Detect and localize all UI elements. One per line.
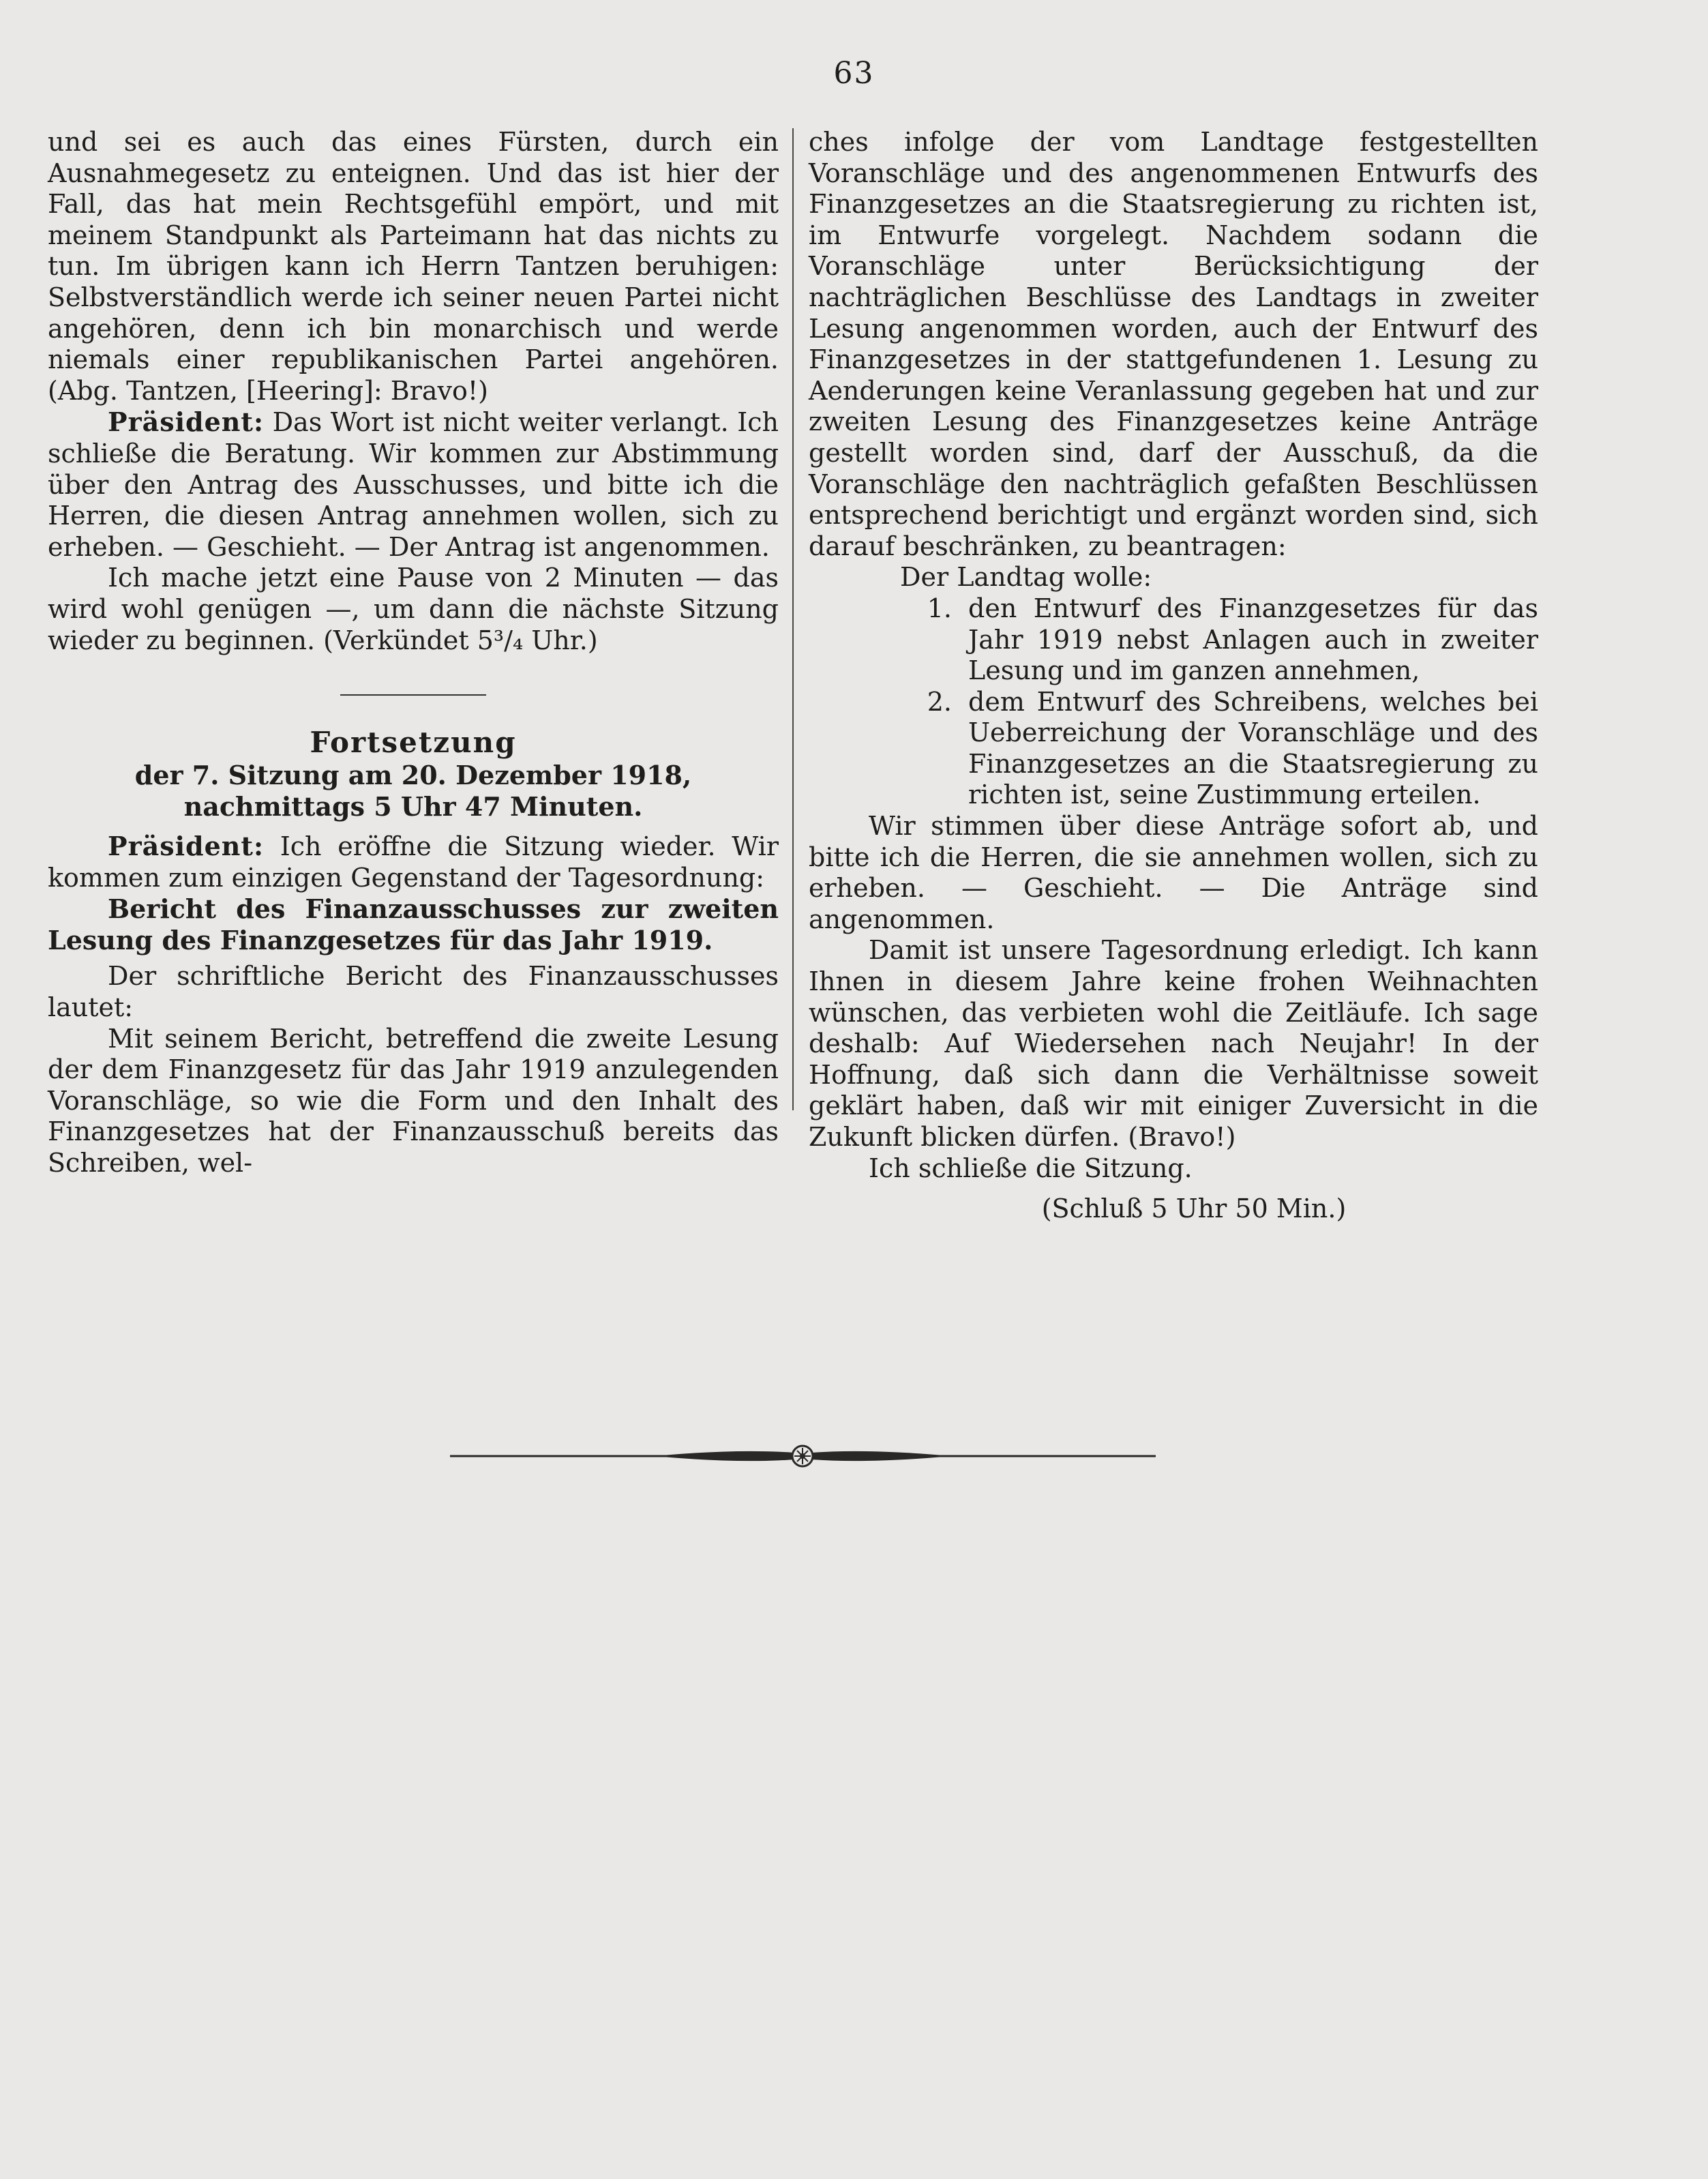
left-paragraph-3: Ich mache jetzt eine Pause von 2 Minuten — das wird wohl genügen —, um dann die nächste Sitzung wieder zu beginnen. (Verkündet 5³/₄ Uhr.) <box>48 563 779 655</box>
left-paragraph-4-text: Ich eröffne die Sitzung wieder. Wir kommen zum einzigen Gegenstand der Tagesordnung: <box>48 831 779 893</box>
list-item-text: dem Entwurf des Schreibens, welches bei Ueberreichung der Voranschläge und des Finanzgesetzes an die Staatsregierung zu richten ist, seine Zustimmung erteilen. <box>968 686 1538 810</box>
right-paragraph-3: Damit ist unsere Tagesordnung erledigt. Ich kann Ihnen in diesem Jahre keine frohen Weihnachten wünschen, das verbieten wohl die Zeitläufe. Ich sage deshalb: Auf Wiedersehen nach Neujahr! In der Hoffnung, daß sich dann die Verhältnisse soweit geklärt haben, daß wir mit einiger Zuversicht in die Zukunft blicken dürfen. (Bravo!) <box>809 935 1538 1152</box>
page-number: 63 <box>833 56 875 91</box>
list-item-number: 2. <box>927 686 952 717</box>
right-paragraph-1: ches infolge der vom Landtage festgestellten Voranschläge und des angenommenen Entwurfs des Finanzgesetzes an die Staatsregierung zu richten ist, im Entwurfe vorgelegt. Nachdem sodann die Voranschläge unter Berücksichtigung der nachträglichen Beschlüsse des Landtags in zweiter Lesung angenommen worden, auch der Entwurf des Finanzgesetzes in der stattgefundenen 1. Lesung zu Aenderungen keine Veranlassung gegeben hat und zur zweiten Lesung des Finanzgesetzes keine Anträge gestellt worden sind, darf der Ausschuß, da die Voranschläge den nachträglich gefaßten Beschlüssen entsprechend berichtigt und ergänzt worden sind, sich darauf beschränken, zu beantragen: <box>809 127 1538 561</box>
right-paragraph-4: Ich schließe die Sitzung. <box>869 1153 1193 1183</box>
list-item <box>809 687 1538 811</box>
left-paragraph-1: und sei es auch das eines Fürsten, durch ein Ausnahmegesetz zu enteignen. Und das ist hier der Fall, das hat mein Rechtsgefühl empört, und mit meinem Standpunkt als Parteimann hat das nichts zu tun. Im übrigen kann ich Herrn Tantzen beruhigen: Selbstverständlich werde ich seiner neuen Partei nicht angehören, denn ich bin monarchisch und werde niemals einer republikanischen Partei angehören. (Abg. Tantzen, [Heering]: Bravo!) <box>48 127 779 406</box>
right-column <box>809 127 1538 1225</box>
left-column <box>48 127 779 1179</box>
left-paragraph-5: Der schriftliche Bericht des Finanzausschusses lautet: <box>48 961 779 1023</box>
left-paragraph-2-text: Das Wort ist nicht weiter verlangt. Ich schließe die Beratung. Wir kommen zur Abstimmung über den Antrag des Ausschusses, und bitte ich die Herren, die diesen Antrag annehmen wollen, sich zu erheben. — Geschieht. — Der Antrag ist angenommen. <box>48 407 779 562</box>
left-paragraph-4 <box>48 831 779 893</box>
section-divider <box>340 694 486 696</box>
list-item-text: den Entwurf des Finanzgesetzes für das Jahr 1919 nebst Anlagen auch in zweiter Lesung und im ganzen annehmen, <box>968 593 1538 686</box>
section-heading-title: Fortsetzung <box>310 726 517 760</box>
agenda-item: Bericht des Finanzausschusses zur zweiten Lesung des Finanzgesetzes für das Jahr 1919. <box>48 893 779 955</box>
motion-list <box>809 593 1538 811</box>
column-divider <box>792 128 794 1110</box>
speaker-label: Präsident: <box>108 831 265 862</box>
closing-note: (Schluß 5 Uhr 50 Min.) <box>1041 1194 1347 1224</box>
speaker-label: Präsident: <box>108 406 265 438</box>
list-item <box>809 593 1538 687</box>
list-intro: Der Landtag wolle: <box>900 562 1152 593</box>
section-heading-subtitle: der 7. Sitzung am 20. Dezember 1918, nachmittags 5 Uhr 47 Minuten. <box>134 760 692 822</box>
right-paragraph-2: Wir stimmen über diese Anträge sofort ab, und bitte ich die Herren, die sie annehmen wollen, sich zu erheben. — Geschieht. — Die Anträge sind angenommen. <box>809 811 1538 934</box>
left-paragraph-2 <box>48 406 779 563</box>
left-paragraph-6: Mit seinem Bericht, betreffend die zweite Lesung der dem Finanzgesetz für das Jahr 1919 anzulegenden Voranschläge, so wie die Form und den Inhalt des Finanzgesetzes hat der Finanzausschuß bereits das Schreiben, wel- <box>48 1023 779 1179</box>
section-heading <box>48 726 779 822</box>
list-item-number: 1. <box>927 593 952 623</box>
decorative-rule-ornament-icon <box>450 1439 1156 1473</box>
